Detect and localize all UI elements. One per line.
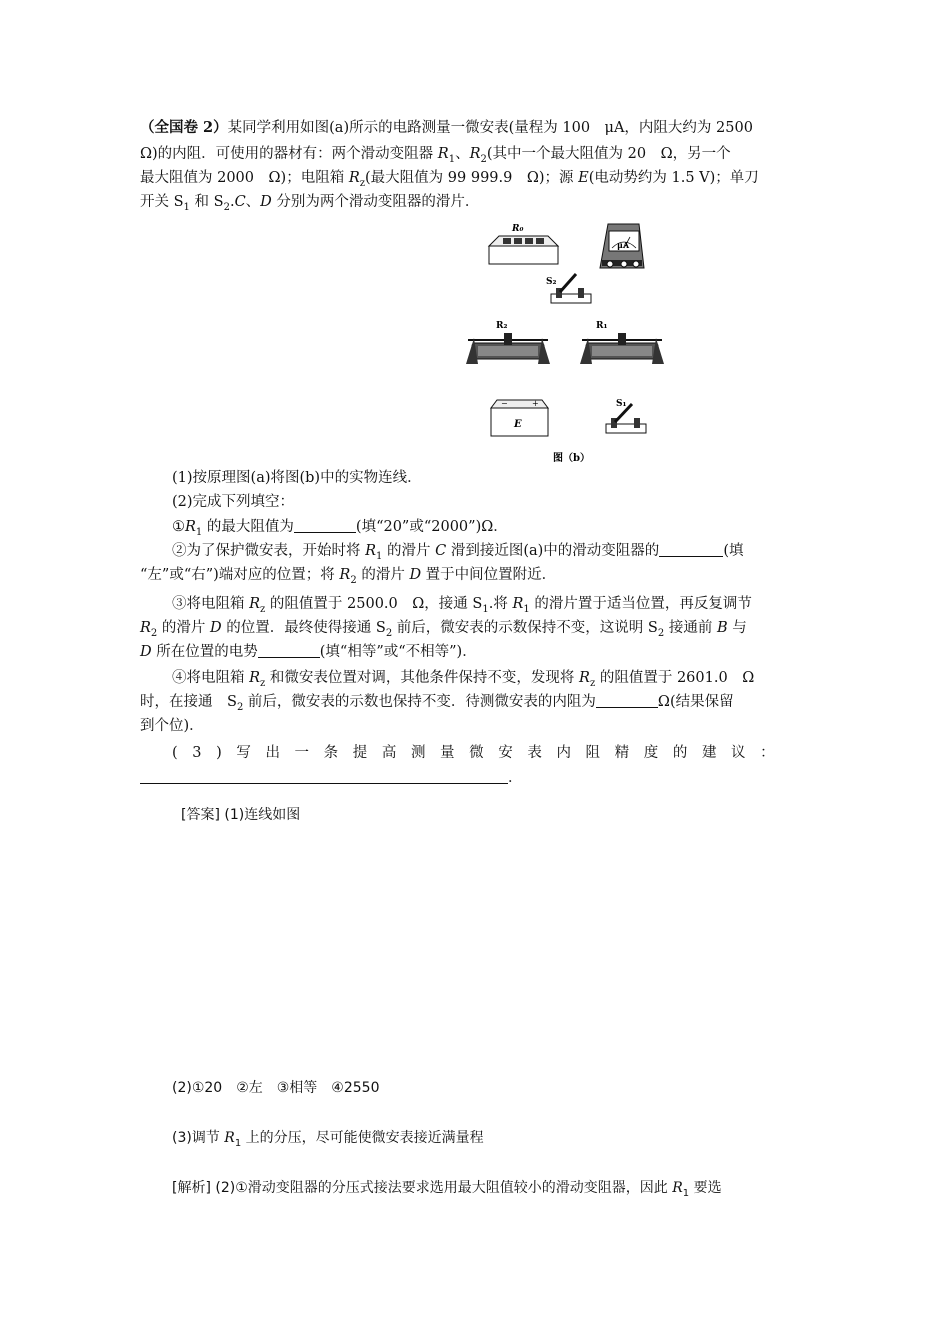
question-2-2: ②为了保护微安表，开始时将 $R_1$ 的滑片 C 滑到接近图(a)中的滑动变阻器的 (填: [172, 543, 744, 562]
answer-blank[interactable]: [659, 542, 723, 558]
question-3: (3)写出一条提高测量微安表内阻精度的建议：: [172, 745, 790, 761]
resistance-box-icon: [489, 224, 558, 264]
answer-blank[interactable]: [258, 643, 320, 659]
rheostat-r1-icon: [580, 321, 664, 364]
svg-text:+: +: [532, 399, 539, 408]
question-2-1: $①R_1$ 的最大阻值为 (填“20”或“2000”)Ω．: [172, 519, 508, 538]
battery-icon: [491, 399, 548, 436]
analysis: [解析] (2)①滑动变阻器的分压式接法要求选用最大阻值较小的滑动变阻器，因此 $R_1$ 要选: [172, 1180, 722, 1199]
figure-b: [456, 218, 678, 468]
answer-1: [答案] (1)连线如图: [181, 807, 301, 823]
microammeter-icon: [600, 224, 644, 268]
switch-s2-icon: [546, 274, 591, 303]
question-2-3-cont2: D 所在位置的电势 (填“相等”或“不相等”)．: [140, 644, 477, 660]
rheostat-r2-icon: [466, 321, 550, 364]
problem-line-4: 开关 $S_1$ 和 $S_2.C$、D 分别为两个滑动变阻器的滑片．: [140, 194, 480, 213]
microammeter-label: μA: [617, 240, 630, 250]
svg-text:−: −: [501, 399, 508, 408]
switch-s1-label: S₁: [616, 399, 627, 409]
question-2-2-cont: “左”或“右”)端对应的位置；将 $R_2$ 的滑片 D 置于中间位置附近．: [140, 567, 557, 586]
question-1: (1)按原理图(a)将图(b)中的实物连线．: [172, 470, 422, 486]
battery-label: E: [514, 419, 522, 430]
question-2-4-cont: 时，在接通 $S_2$ 前后，微安表的示数也保持不变．待测微安表的内阻为 Ω(结果保留: [140, 694, 734, 713]
figure-caption: 图（b）: [553, 453, 590, 464]
problem-line-1: （全国卷 2）某同学利用如图(a)所示的电路测量一微安表(量程为 100 μA，内阻大约为 2500: [140, 119, 753, 136]
question-2-3-cont: $R_2$ 的滑片 D 的位置．最终使得接通 $S_2$ 前后，微安表的示数保持不变，这说明 $S_2$ 接通前 B 与: [140, 620, 747, 639]
answer-blank[interactable]: [140, 769, 508, 785]
problem-source: （全国卷 2）: [140, 119, 228, 136]
problem-line-3: 最大阻值为 2000 Ω)；电阻箱 $R_z$(最大阻值为 99 999.9 Ω)；源 E(电动势约为 1.5 V)；单刀: [140, 170, 759, 189]
rheostat-r1-label: R₁: [596, 321, 608, 331]
question-2-4-cont2: 到个位)．: [140, 718, 204, 734]
apparatus-diagram: [456, 218, 678, 468]
question-2-3: ③将电阻箱 $R_z$ 的阻值置于 2500.0 Ω，接通 $S_1$.将 $R_1$ 的滑片置于适当位置，再反复调节: [172, 596, 752, 615]
answer-blank[interactable]: [294, 518, 356, 534]
question-2-4: ④将电阻箱 $R_z$ 和微安表位置对调，其他条件保持不变，发现将 $R_z$ 的阻值置于 2601.0 Ω: [172, 670, 755, 689]
answer-2: (2)①20 ②左 ③相等 ④2550: [172, 1080, 380, 1096]
rheostat-r2-label: R₂: [496, 321, 508, 331]
switch-s1-icon: [606, 399, 646, 433]
question-2: (2)完成下列填空：: [172, 494, 295, 510]
problem-line-2: Ω)的内阻．可使用的器材有：两个滑动变阻器 $R_1$、$R_2$(其中一个最大阻值为 20 Ω，另一个: [140, 146, 731, 165]
resistance-box-label: R₀: [512, 224, 524, 234]
switch-s2-label: S₂: [546, 277, 557, 287]
question-3-blank-line: ．: [140, 766, 812, 790]
answer-blank[interactable]: [596, 693, 658, 709]
answer-3: (3)调节 $R_1$ 上的分压，尽可能使微安表接近满量程: [172, 1130, 484, 1149]
